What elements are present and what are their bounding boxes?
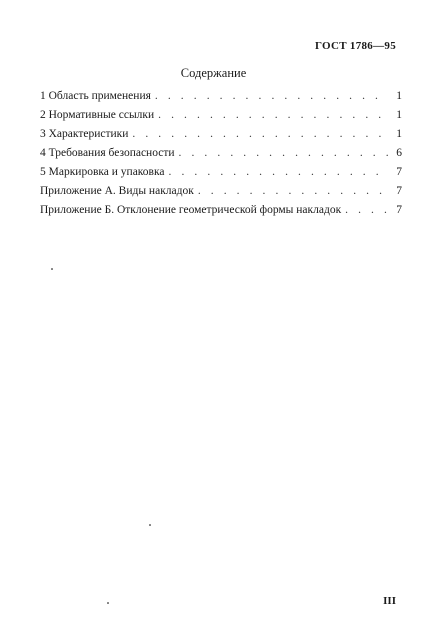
toc-entry-label: 2 Нормативные ссылки bbox=[40, 109, 155, 121]
toc-entry-page: 1 bbox=[396, 90, 402, 102]
toc-entry-label: 4 Требования безопасности bbox=[40, 147, 175, 159]
toc-entry-page: 7 bbox=[396, 185, 402, 197]
toc-entry bbox=[40, 204, 402, 223]
toc-entry-label: 3 Характеристики bbox=[40, 128, 129, 140]
toc-entry-page: 7 bbox=[396, 166, 402, 178]
toc-entry-page: 6 bbox=[396, 147, 402, 159]
toc-entry bbox=[40, 90, 402, 109]
document-code: ГОСТ 1786—95 bbox=[314, 40, 396, 52]
toc-leader-dots bbox=[158, 109, 388, 121]
toc-leader-dots bbox=[179, 147, 388, 159]
toc-leader-dots bbox=[132, 128, 388, 140]
scan-speck bbox=[107, 602, 109, 604]
toc-entry bbox=[40, 166, 402, 185]
scan-speck bbox=[149, 524, 151, 526]
toc-entry-page: 1 bbox=[396, 109, 402, 121]
toc-entry-page: 1 bbox=[396, 128, 402, 140]
toc-entry-page: 7 bbox=[396, 204, 402, 216]
toc-leader-dots bbox=[345, 204, 388, 216]
toc-leader-dots bbox=[169, 166, 388, 178]
toc-title: Содержание bbox=[180, 66, 247, 80]
toc-entry bbox=[40, 109, 402, 128]
toc-entry bbox=[40, 128, 402, 147]
page-number: III bbox=[383, 595, 396, 607]
toc-leader-dots bbox=[155, 90, 388, 102]
toc-leader-dots bbox=[198, 185, 388, 197]
table-of-contents bbox=[40, 90, 402, 223]
toc-entry bbox=[40, 147, 402, 166]
toc-entry-label: 1 Область применения bbox=[40, 90, 151, 102]
scan-speck bbox=[51, 268, 53, 270]
toc-entry bbox=[40, 185, 402, 204]
toc-entry-label: 5 Маркировка и упаковка bbox=[40, 166, 165, 178]
toc-entry-label: Приложение А. Виды накладок bbox=[40, 185, 194, 197]
toc-entry-label: Приложение Б. Отклонение геометрической формы накладок bbox=[40, 204, 342, 216]
